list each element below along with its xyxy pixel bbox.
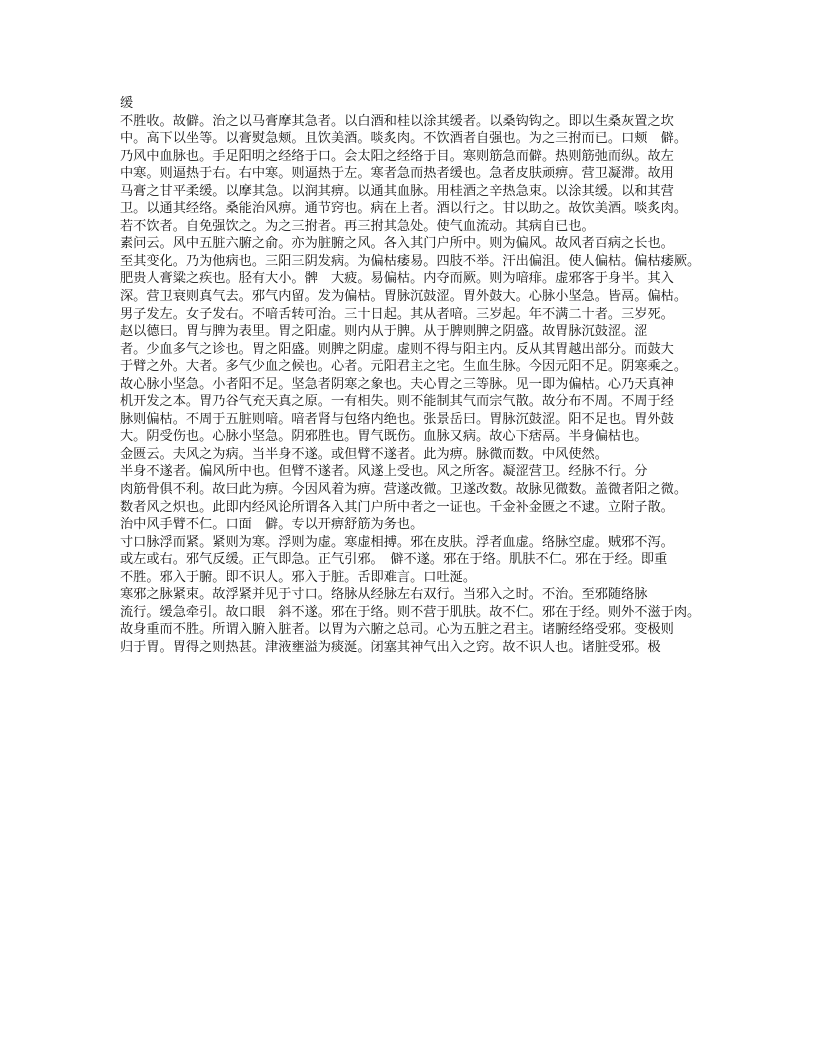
text-line: 机开发之本。胃乃谷气充天真之原。一有相失。则不能制其气而宗气散。故分布不周。不周于经 xyxy=(120,394,674,410)
text-line: 故心脉小坚急。小者阳不足。坚急者阴寒之象也。夫心胃之三等脉。见一即为偏枯。心乃天真神 xyxy=(120,376,674,392)
text-line: 数者风之炽也。此即内经风论所谓各入其门户所中者之一证也。千金补金匮之不逮。立附子散。 xyxy=(120,499,674,515)
text-line: 归于胃。胃得之则热甚。津液壅溢为痰涎。闭塞其神气出入之窍。故不识人也。诸脏受邪。极 xyxy=(120,639,661,655)
text-line: 流行。缓急牵引。故口眼 斜不遂。邪在于络。则不营于肌肤。故不仁。邪在于经。则外不滋于肉。 xyxy=(120,604,701,620)
text-line: 肉筋骨俱不利。故曰此为痹。今因风着为痹。营遂改微。卫遂改数。故脉见微数。盖微者阳之微。 xyxy=(120,482,688,498)
document-page xyxy=(120,95,702,657)
text-line: 马膏之甘平柔缓。以摩其急。以润其痹。以通其血脉。用桂酒之辛热急束。以涂其缓。以和其营 xyxy=(120,183,674,199)
text-line: 至其变化。乃为他病也。三阳三阴发病。为偏枯痿易。四肢不举。汗出偏沮。使人偏枯。偏枯痿厥。 xyxy=(120,253,701,269)
text-line: 中。高下以坐等。以膏熨急颊。且饮美酒。啖炙肉。不饮酒者自强也。为之三拊而已。口颊 僻。 xyxy=(120,131,688,147)
text-line: 卫。以通其经络。桑能治风痹。通节窍也。病在上者。酒以行之。甘以助之。故饮美酒。啖炙肉。 xyxy=(120,201,688,217)
text-line: 不胜。邪入于腑。即不识人。邪入于脏。舌即难言。口吐涎。 xyxy=(120,569,477,585)
text-line: 中寒。则逼热于右。右中寒。则逼热于左。寒者急而热者缓也。急者皮肤顽痹。营卫凝滞。故用 xyxy=(120,166,674,182)
text-line: 男子发左。女子发右。不喑舌转可治。三十日起。其从者喑。三岁起。年不满二十者。三岁死。 xyxy=(120,306,674,322)
text-line: 者。少血多气之诊也。胃之阳盛。则脾之阴虚。虚则不得与阳主内。反从其胃越出部分。而鼓大 xyxy=(120,341,674,357)
text-line: 乃风中血脉也。手足阳明之经络于口。会太阳之经络于目。寒则筋急而僻。热则筋弛而纵。故左 xyxy=(120,148,674,164)
text-line: 治中风手臂不仁。口面 僻。专以开痹舒筋为务也。 xyxy=(120,517,424,533)
text-line: 赵以德曰。胃与脾为表里。胃之阳虚。则内从于脾。从于脾则脾之阴盛。故胃脉沉鼓涩。涩 xyxy=(120,324,648,340)
text-line: 不胜收。故僻。治之以马膏摩其急者。以白酒和桂以涂其缓者。以桑钩钩之。即以生桑灰置之坎 xyxy=(120,113,674,129)
text-line: 若不饮者。自免强饮之。为之三拊者。再三拊其急处。使气血流动。其病自已也。 xyxy=(120,218,595,234)
text-line: 素问云。风中五脏六腑之俞。亦为脏腑之风。各入其门户所中。则为偏风。故风者百病之长也。 xyxy=(120,236,674,252)
text-line: 缓 xyxy=(120,96,134,111)
text-line: 脉则偏枯。不周于五脏则喑。喑者肾与包络内绝也。张景岳曰。胃脉沉鼓涩。阳不足也。胃外鼓 xyxy=(120,411,674,427)
text-line: 肥贵人膏粱之疾也。胫有大小。髀 大疲。易偏枯。内夺而厥。则为喑痱。虚邪客于身半。其入 xyxy=(120,271,674,287)
text-line: 大。阴受伤也。心脉小坚急。阴邪胜也。胃气既伤。血脉又病。故心下痞鬲。半身偏枯也。 xyxy=(120,429,648,445)
text-line: 或左或右。邪气反缓。正气即急。正气引邪。 僻不遂。邪在于络。肌肤不仁。邪在于经。即重 xyxy=(120,552,668,568)
text-line: 于臂之外。大者。多气少血之候也。心者。元阳君主之宅。生血生脉。今因元阳不足。阴寒乘之。 xyxy=(120,359,688,375)
text-line: 半身不遂者。偏风所中也。但臂不遂者。风遂上受也。风之所客。凝涩营卫。经脉不行。分 xyxy=(120,464,648,480)
text-line: 故身重而不胜。所谓入腑入脏者。以胃为六腑之总司。心为五脏之君主。诸腑经络受邪。变极则 xyxy=(120,622,674,638)
text-line: 寸口脉浮而紧。紧则为寒。浮则为虚。寒虚相搏。邪在皮肤。浮者血虚。络脉空虚。贼邪不泻。 xyxy=(120,534,674,550)
text-line: 寒邪之脉紧束。故浮紧并见于寸口。络脉从经脉左右双行。当邪入之时。不治。至邪随络脉 xyxy=(120,587,648,603)
text-line: 深。营卫衰则真气去。邪气内留。发为偏枯。胃脉沉鼓涩。胃外鼓大。心脉小坚急。皆鬲。偏枯。 xyxy=(120,289,688,305)
text-line: 金匮云。夫风之为病。当半身不遂。或但臂不遂者。此为痹。脉微而数。中风使然。 xyxy=(120,446,608,462)
